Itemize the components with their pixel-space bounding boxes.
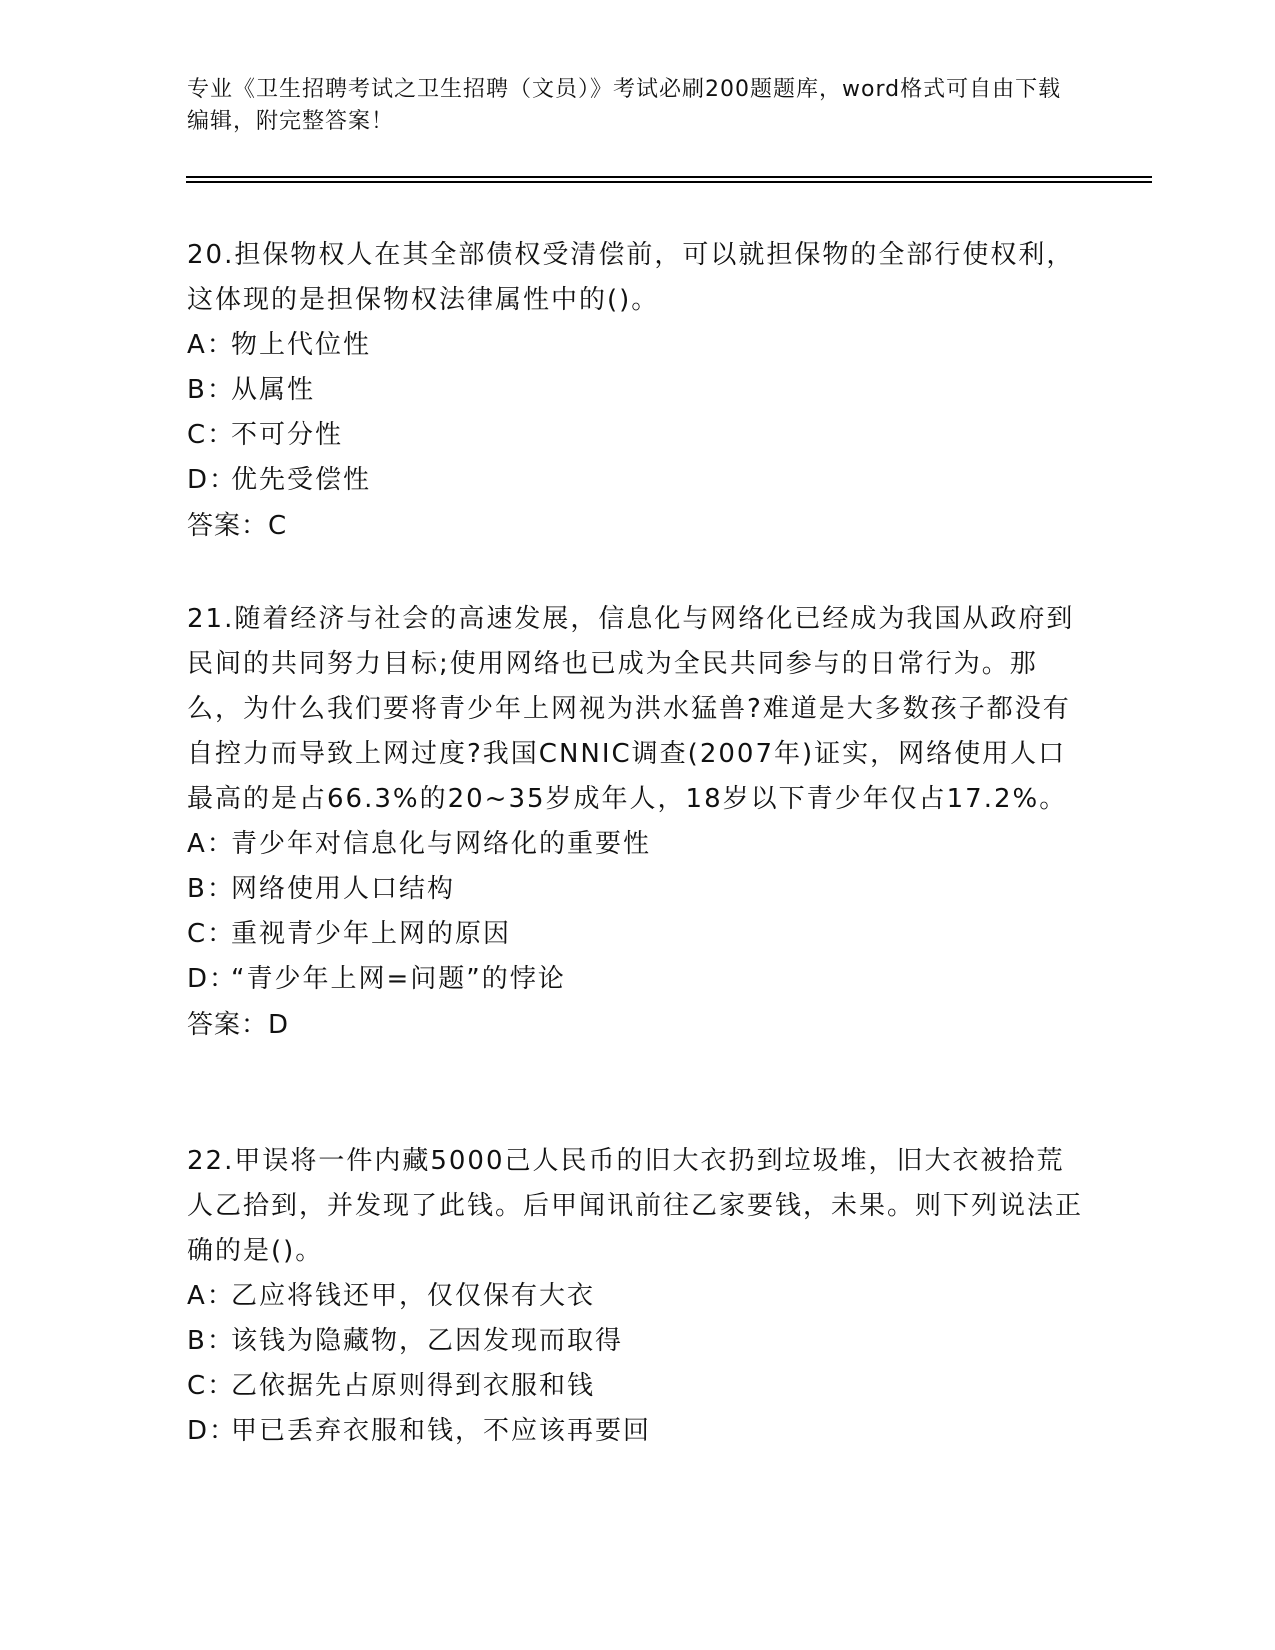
question-text: 20.担保物权人在其全部债权受清偿前，可以就担保物的全部行使权利，这体现的是担保物权法律属性中的()。 xyxy=(187,240,1075,315)
option-c xyxy=(187,413,1087,458)
option-text: 不可分性 xyxy=(231,420,344,450)
header-divider-top xyxy=(186,176,1152,178)
option-key: D： xyxy=(187,465,238,495)
question-21 xyxy=(187,597,1087,1049)
option-d xyxy=(187,458,1087,503)
option-key: B： xyxy=(187,1326,235,1356)
option-key: A： xyxy=(187,330,235,360)
question-text: 21.随着经济与社会的高速发展，信息化与网络化已经成为我国从政府到民间的共同努力目标;使用网络也已成为全民共同参与的日常行为。那么，为什么我们要将青少年上网视为洪水猛兽?难道是大多数孩子都没有自控力而导致上网过度?我国CNNIC调查(2007年)证实，网络使用人口最高的是占66.3%的20~35岁成年人，18岁以下青少年仅占17.2%。 xyxy=(187,604,1075,814)
option-text: 从属性 xyxy=(231,375,316,405)
option-c xyxy=(187,912,1087,957)
option-text: 重视青少年上网的原因 xyxy=(231,919,512,949)
question-22 xyxy=(187,1139,1087,1454)
answer-line: 答案：C xyxy=(187,511,288,541)
option-text: 网络使用人口结构 xyxy=(231,874,456,904)
option-text: 物上代位性 xyxy=(231,330,372,360)
option-key: D： xyxy=(187,1416,238,1446)
option-b xyxy=(187,368,1087,413)
document-header: 专业《卫生招聘考试之卫生招聘（文员）》考试必刷200题题库，word格式可自由下载编辑，附完整答案！ xyxy=(187,77,1062,134)
option-text: 乙依据先占原则得到衣服和钱 xyxy=(231,1371,596,1401)
option-text: 该钱为隐藏物，乙因发现而取得 xyxy=(231,1326,624,1356)
option-key: A： xyxy=(187,1281,235,1311)
answer-line: 答案：D xyxy=(187,1010,290,1040)
option-a xyxy=(187,822,1087,867)
option-text: 青少年对信息化与网络化的重要性 xyxy=(231,829,652,859)
option-d xyxy=(187,957,1087,1002)
question-text: 22.甲误将一件内藏5000己人民币的旧大衣扔到垃圾堆，旧大衣被拾荒人乙拾到，并发现了此钱。后甲闻讯前往乙家要钱，未果。则下列说法正确的是()。 xyxy=(187,1146,1084,1266)
option-text: “青少年上网=问题”的悖论 xyxy=(231,964,566,994)
option-key: C： xyxy=(187,1371,236,1401)
option-b xyxy=(187,1319,1087,1364)
option-key: B： xyxy=(187,375,235,405)
option-text: 优先受偿性 xyxy=(231,465,372,495)
option-text: 乙应将钱还甲，仅仅保有大衣 xyxy=(231,1281,596,1311)
option-c xyxy=(187,1364,1087,1409)
option-key: B： xyxy=(187,874,235,904)
option-key: A： xyxy=(187,829,235,859)
option-b xyxy=(187,867,1087,912)
option-a xyxy=(187,1274,1087,1319)
header-divider-bottom xyxy=(186,181,1152,183)
option-text: 甲已丢弃衣服和钱，不应该再要回 xyxy=(231,1416,652,1446)
option-a xyxy=(187,323,1087,368)
question-20 xyxy=(187,233,1087,550)
option-d xyxy=(187,1409,1087,1454)
option-key: D： xyxy=(187,964,238,994)
option-key: C： xyxy=(187,420,236,450)
option-key: C： xyxy=(187,919,236,949)
